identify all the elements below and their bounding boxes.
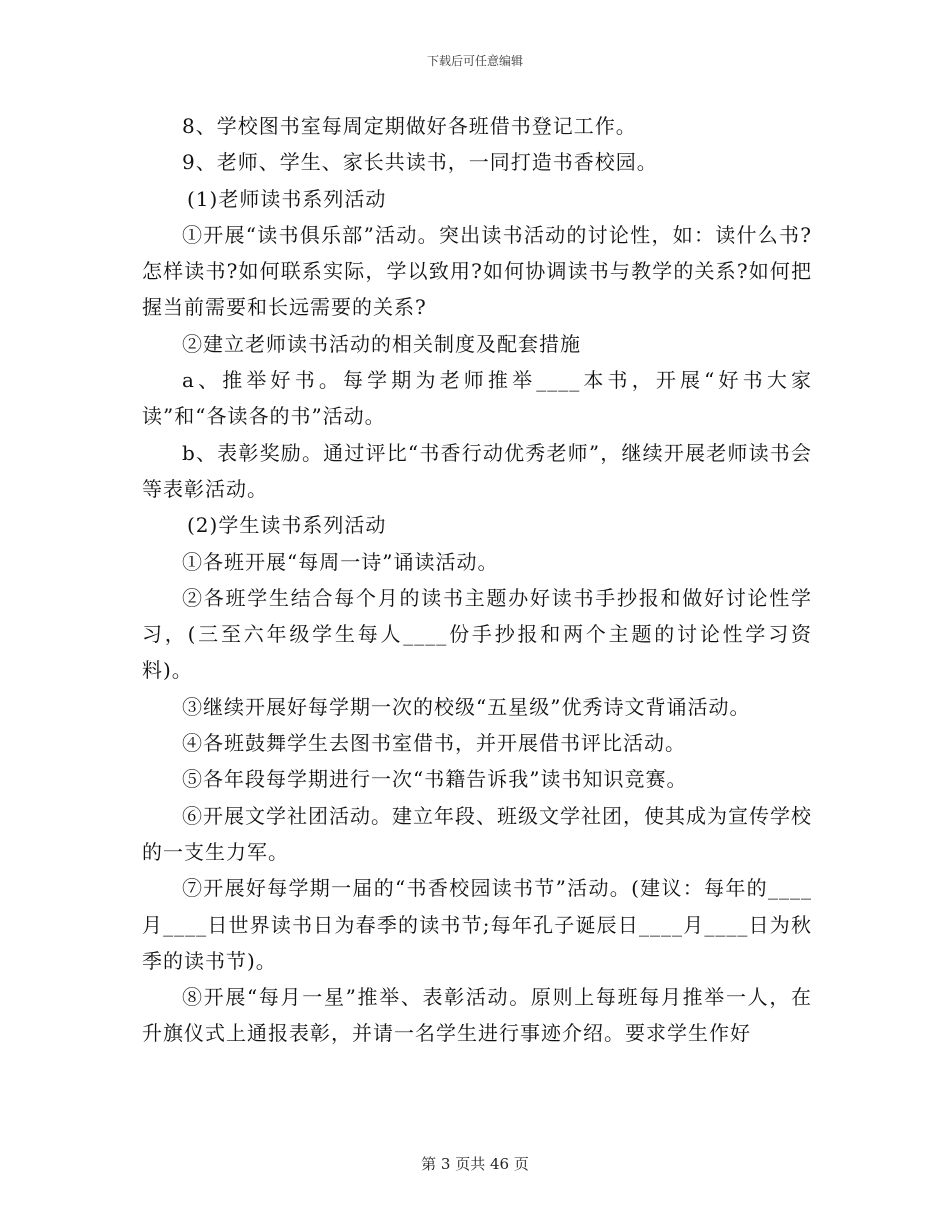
paragraph: b、表彰奖励。通过评比“书香行动优秀老师”，继续开展老师读书会等表彰活动。 — [142, 440, 812, 501]
section-heading: (1)老师读书系列活动 — [187, 186, 387, 211]
page-header-note: 下载后可任意编辑 — [426, 54, 523, 68]
paragraph: ⑦开展好每学期一届的“书香校园读书节”活动。(建议：每年的____月____日世界读书日为春季的读书节;每年孔子诞辰日____月____日为秋季的读书节)。 — [142, 876, 812, 973]
paragraph: ③继续开展好每学期一次的校级“五星级”优秀诗文背诵活动。 — [182, 694, 751, 719]
section-heading: (2)学生读书系列活动 — [187, 513, 387, 538]
paragraph: ②建立老师读书活动的相关制度及配套措施 — [182, 331, 581, 356]
paragraph: ⑥开展文学社团活动。建立年段、班级文学社团，使其成为宣传学校的一支生力军。 — [142, 803, 812, 864]
paragraph: 9、老师、学生、家长共读书，一同打造书香校园。 — [182, 150, 658, 175]
paragraph: ④各班鼓舞学生去图书室借书，并开展借书评比活动。 — [182, 731, 686, 756]
paragraph: ①开展“读书俱乐部”活动。突出读书活动的讨论性，如：读什么书?怎样读书?如何联系实际，学以致用?如何协调读书与教学的关系?如何把握当前需要和长远需要的关系? — [142, 222, 812, 320]
page-number: 第 3 页共 46 页 — [421, 1155, 529, 1173]
paragraph: ⑤各年段每学期进行一次“书籍告诉我”读书知识竞赛。 — [182, 767, 688, 792]
paragraph: ②各班学生结合每个月的读书主题办好读书手抄报和做好讨论性学习，(三至六年级学生每人____份手抄报和两个主题的讨论性学习资料)。 — [142, 585, 812, 683]
document-body — [142, 108, 812, 1052]
paragraph: ⑧开展“每月一星”推举、表彰活动。原则上每班每月推举一人，在升旗仪式上通报表彰，并请一名学生进行事迹介绍。要求学生作好 — [142, 985, 812, 1046]
paragraph: a、推举好书。每学期为老师推举____本书，开展“好书大家读”和“各读各的书”活动。 — [142, 368, 812, 429]
paragraph: ①各班开展“每周一诗”诵读活动。 — [182, 549, 499, 574]
paragraph: 8、学校图书室每周定期做好各班借书登记工作。 — [182, 114, 637, 138]
